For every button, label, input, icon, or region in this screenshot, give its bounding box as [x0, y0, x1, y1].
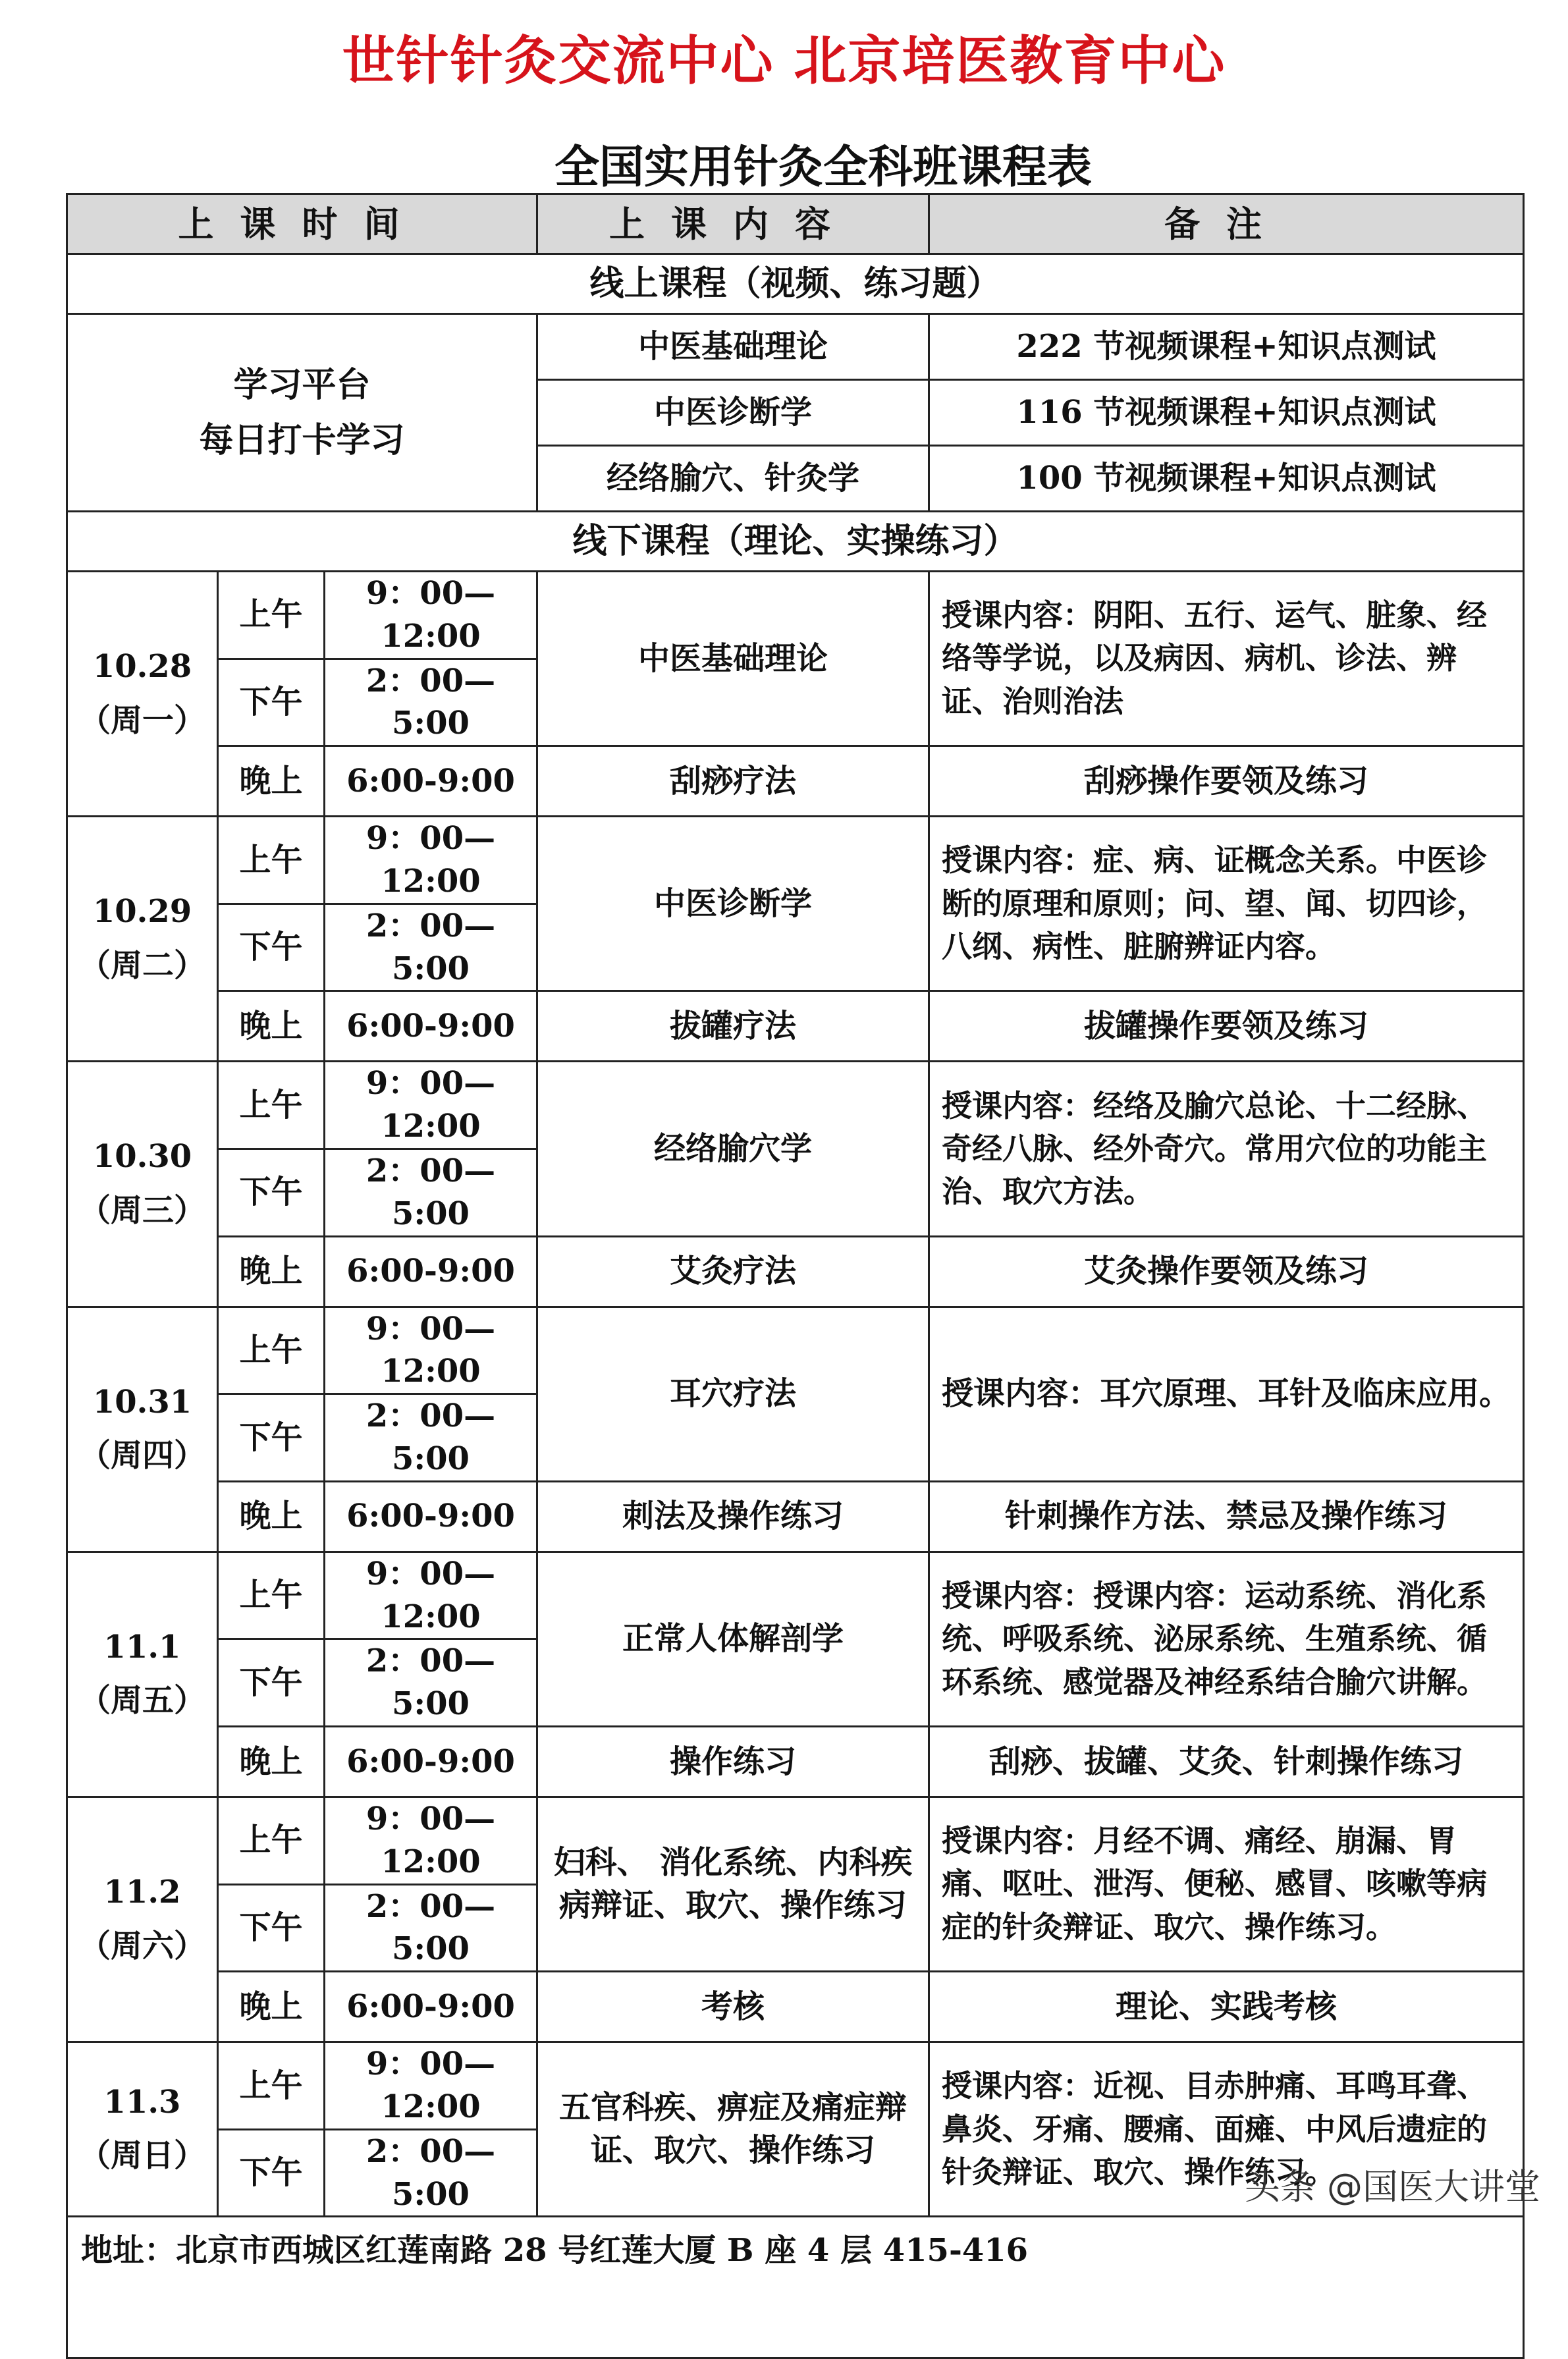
- course-name: 艾灸疗法: [537, 1236, 929, 1307]
- session-label: 上午: [218, 1062, 325, 1149]
- session-label: 晚上: [218, 1972, 325, 2042]
- day-date: 10.29: [92, 893, 192, 931]
- course-name: 五官科疾、痹症及痛症辩证、取穴、操作练习: [537, 2042, 929, 2217]
- column-header-content: 上课内容: [537, 194, 929, 254]
- session-label: 上午: [218, 1307, 325, 1394]
- session-time: 2：00—5:00: [325, 904, 537, 991]
- schedule-row: [67, 1552, 1524, 1639]
- session-label: 下午: [218, 2129, 325, 2217]
- course-name: 中医诊断学: [537, 817, 929, 991]
- schedule-row: [67, 2042, 1524, 2130]
- day-weekday: （周日）: [78, 2137, 205, 2175]
- session-label: 下午: [218, 1394, 325, 1482]
- online-course: 中医基础理论: [537, 314, 929, 380]
- course-name: 刮痧疗法: [537, 746, 929, 817]
- session-time: 2：00—5:00: [325, 1884, 537, 1972]
- course-name: 操作练习: [537, 1726, 929, 1797]
- online-note: 116 节视频课程+知识点测试: [929, 380, 1524, 446]
- address: 地址：北京市西城区红莲南路 28 号红莲大厦 B 座 4 层 415-416: [67, 2217, 1524, 2358]
- session-label: 上午: [218, 572, 325, 659]
- platform-subtitle: 每日打卡学习: [199, 420, 405, 460]
- day-weekday: （周五）: [78, 1682, 205, 1720]
- course-name: 刺法及操作练习: [537, 1481, 929, 1552]
- session-label: 晚上: [218, 1236, 325, 1307]
- schedule-row: [67, 1726, 1524, 1797]
- course-note: 刮痧、拔罐、艾灸、针刺操作练习: [929, 1726, 1524, 1797]
- session-time: 9：00—12:00: [325, 1552, 537, 1639]
- course-note: 理论、实践考核: [929, 1972, 1524, 2042]
- course-name: 拔罐疗法: [537, 991, 929, 1062]
- session-time: 2：00—5:00: [325, 2129, 537, 2217]
- session-time: 6:00-9:00: [325, 1236, 537, 1307]
- course-note: 针刺操作方法、禁忌及操作练习: [929, 1481, 1524, 1552]
- session-time: 2：00—5:00: [325, 1149, 537, 1236]
- session-label: 下午: [218, 904, 325, 991]
- course-note: 刮痧操作要领及练习: [929, 746, 1524, 817]
- session-time: 9：00—12:00: [325, 1307, 537, 1394]
- header-row: [67, 194, 1524, 254]
- day-date: 10.31: [92, 1383, 192, 1421]
- session-label: 晚上: [218, 1726, 325, 1797]
- session-time: 9：00—12:00: [325, 1062, 537, 1149]
- column-header-time: 上课时间: [67, 194, 537, 254]
- course-note: 授课内容：经络及腧穴总论、十二经脉、奇经八脉、经外奇穴。常用穴位的功能主治、取穴方法。: [929, 1062, 1524, 1236]
- day-date-cell: [67, 1552, 218, 1797]
- schedule-row: [67, 746, 1524, 817]
- day-weekday: （周三）: [78, 1191, 205, 1229]
- session-label: 上午: [218, 2042, 325, 2130]
- schedule-row: [67, 572, 1524, 659]
- session-time: 6:00-9:00: [325, 1972, 537, 2042]
- offline-section-row: [67, 512, 1524, 572]
- course-name: 妇科、 消化系统、内科疾病辩证、取穴、操作练习: [537, 1797, 929, 1971]
- session-label: 下午: [218, 1149, 325, 1236]
- day-date-cell: [67, 572, 218, 817]
- schedule-row: [67, 991, 1524, 1062]
- online-section-title: 线上课程（视频、练习题）: [67, 254, 1524, 314]
- session-label: 晚上: [218, 991, 325, 1062]
- session-time: 9：00—12:00: [325, 2042, 537, 2130]
- course-note: 授课内容：症、病、证概念关系。中医诊断的原理和原则；问、望、闻、切四诊，八纲、病性、脏腑辨证内容。: [929, 817, 1524, 991]
- day-date-cell: [67, 2042, 218, 2217]
- learning-platform: [67, 314, 537, 512]
- document-title: 全国实用针灸全科班课程表: [554, 141, 1092, 194]
- session-label: 下午: [218, 1639, 325, 1727]
- schedule-row: [67, 1062, 1524, 1149]
- online-section-row: [67, 254, 1524, 314]
- day-date-cell: [67, 817, 218, 1062]
- day-date-cell: [67, 1307, 218, 1552]
- online-row: [67, 314, 1524, 380]
- day-date-cell: [67, 1797, 218, 2042]
- online-course: 中医诊断学: [537, 380, 929, 446]
- schedule-row: [67, 1797, 1524, 1884]
- session-label: 晚上: [218, 746, 325, 817]
- schedule-row: [67, 1236, 1524, 1307]
- day-date: 10.28: [92, 648, 192, 685]
- session-label: 晚上: [218, 1481, 325, 1552]
- course-note: 授课内容：耳穴原理、耳针及临床应用。: [929, 1307, 1524, 1481]
- day-weekday: （周一）: [78, 701, 205, 739]
- platform-label: 学习平台: [233, 365, 371, 406]
- session-time: 9：00—12:00: [325, 572, 537, 659]
- address-row: [67, 2217, 1524, 2358]
- session-time: 9：00—12:00: [325, 817, 537, 904]
- session-time: 6:00-9:00: [325, 1726, 537, 1797]
- course-name: 中医基础理论: [537, 572, 929, 746]
- day-date: 11.1: [103, 1628, 181, 1666]
- course-note: 授课内容：近视、目赤肿痛、耳鸣耳聋、鼻炎、牙痛、腰痛、面瘫、中风后遗症的针灸辩证、取穴、操作练习。: [929, 2042, 1524, 2217]
- course-note: 拔罐操作要领及练习: [929, 991, 1524, 1062]
- day-weekday: （周四）: [78, 1437, 205, 1475]
- schedule-row: [67, 1481, 1524, 1552]
- day-date: 11.2: [103, 1873, 181, 1911]
- course-name: 正常人体解剖学: [537, 1552, 929, 1726]
- day-date: 10.30: [92, 1138, 192, 1176]
- session-time: 2：00—5:00: [325, 659, 537, 746]
- session-time: 6:00-9:00: [325, 746, 537, 817]
- offline-section-title: 线下课程（理论、实操练习）: [67, 512, 1524, 572]
- day-date-cell: [67, 1062, 218, 1307]
- day-weekday: （周六）: [78, 1927, 205, 1965]
- day-weekday: （周二）: [78, 946, 205, 984]
- online-note: 100 节视频课程+知识点测试: [929, 446, 1524, 512]
- schedule-row: [67, 817, 1524, 904]
- schedule-row: [67, 1972, 1524, 2042]
- course-note: 艾灸操作要领及练习: [929, 1236, 1524, 1307]
- session-label: 上午: [218, 1552, 325, 1639]
- course-note: 授课内容：授课内容：运动系统、消化系统、呼吸系统、泌尿系统、生殖系统、循环系统、感觉器及神经系结合腧穴讲解。: [929, 1552, 1524, 1726]
- session-time: 2：00—5:00: [325, 1394, 537, 1482]
- day-date: 11.3: [103, 2083, 181, 2121]
- course-note: 授课内容：月经不调、痛经、崩漏、胃痛、呕吐、泄泻、便秘、感冒、咳嗽等病症的针灸辩证、取穴、操作练习。: [929, 1797, 1524, 1971]
- schedule-row: [67, 1307, 1524, 1394]
- session-label: 下午: [218, 659, 325, 746]
- organization-title: 世针针灸交流中心 北京培医教育中心: [342, 30, 1226, 92]
- session-label: 上午: [218, 817, 325, 904]
- online-note: 222 节视频课程+知识点测试: [929, 314, 1524, 380]
- course-name: 耳穴疗法: [537, 1307, 929, 1481]
- session-time: 9：00—12:00: [325, 1797, 537, 1884]
- session-label: 下午: [218, 1884, 325, 1972]
- watermark: 头条 @国医大讲堂: [1244, 2166, 1540, 2208]
- session-time: 6:00-9:00: [325, 991, 537, 1062]
- session-label: 上午: [218, 1797, 325, 1884]
- course-name: 经络腧穴学: [537, 1062, 929, 1236]
- column-header-notes: 备注: [929, 194, 1524, 254]
- session-time: 6:00-9:00: [325, 1481, 537, 1552]
- schedule-table: [66, 193, 1525, 2359]
- online-course: 经络腧穴、针灸学: [537, 446, 929, 512]
- course-note: 授课内容：阴阳、五行、运气、脏象、经络等学说，以及病因、病机、诊法、辨证、治则治法: [929, 572, 1524, 746]
- course-name: 考核: [537, 1972, 929, 2042]
- session-time: 2：00—5:00: [325, 1639, 537, 1727]
